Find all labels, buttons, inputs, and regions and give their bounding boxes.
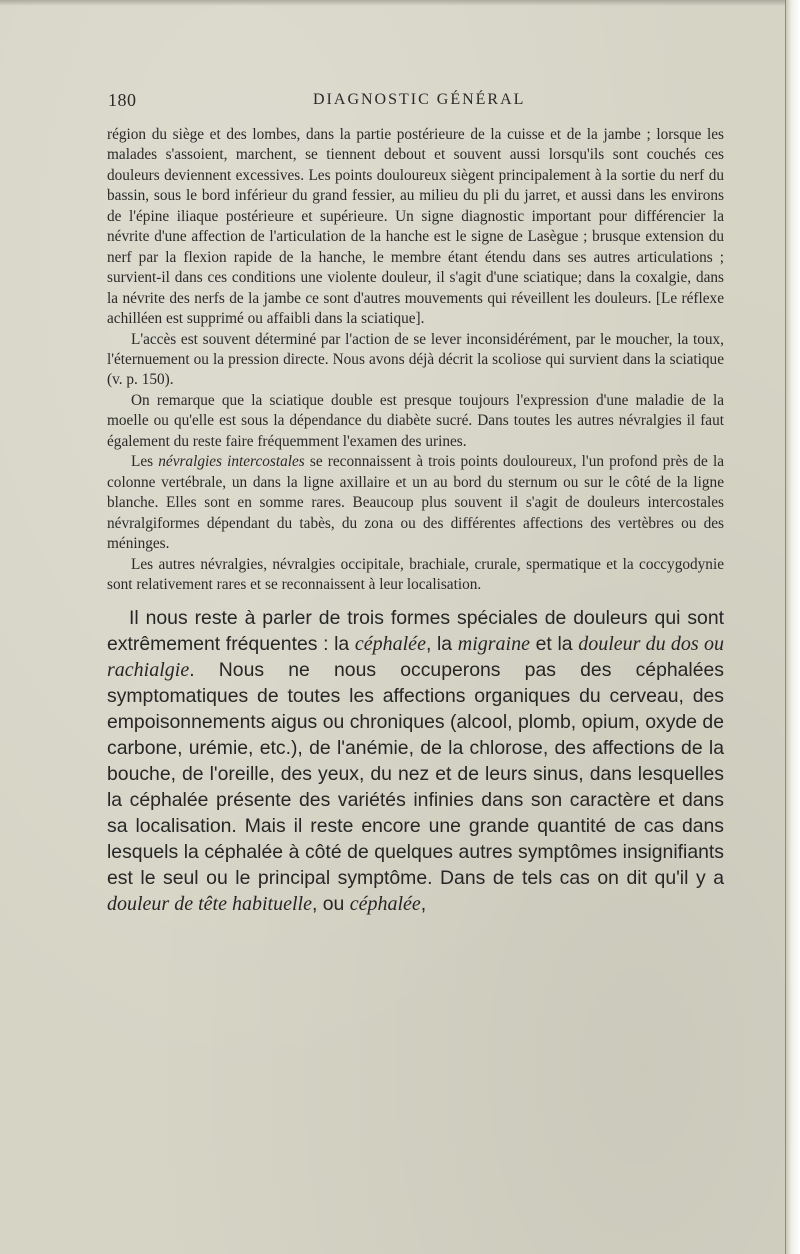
running-title: DIAGNOSTIC GÉNÉRAL bbox=[313, 91, 526, 108]
page-edge bbox=[785, 0, 800, 1254]
paragraph-acces: L'accès est souvent déterminé par l'action de se lever inconsidérément, par le moucher, la toux, l'éternuement ou la pression directe. Nous avons déjà décrit la scoliose qui survient dans la sciatique (v. p. 150). bbox=[107, 330, 724, 389]
top-shadow bbox=[0, 0, 786, 6]
body-text bbox=[107, 125, 724, 917]
page-number: 180 bbox=[108, 90, 137, 110]
emphasis-cephalee-2: céphalée bbox=[349, 893, 421, 916]
emphasis-cephalee: céphalée bbox=[354, 633, 426, 656]
paragraph-autres-nevralgies: Les autres névralgies, névralgies occipitale, brachiale, crurale, spermatique et la coccygodynie sont relativement rares et se reconnaissent à leur localisation. bbox=[107, 555, 724, 593]
page-header bbox=[108, 90, 728, 114]
paragraph-nevralgies-intercostales: Les névralgies intercostales se reconnaissent à trois points douloureux, l'un profond près de la colonne vertébrale, un dans la ligne axillaire et un au bord du sternum ou sur le côté de la ligne blanche. Elles sont en somme rares. Beaucoup plus souvent il s'agit de douleurs intercostales névralgiformes dépendant du tabès, du zona ou des différentes affections des vertèbres ou des méninges. bbox=[107, 453, 724, 553]
emphasis-douleur-de-tete: douleur de tête habituelle bbox=[107, 893, 312, 916]
paragraph-sciatique-continued: région du siège et des lombes, dans la partie postérieure de la cuisse et de la jambe ; lorsque les malades s'assoient, marchent, se tiennent debout et souvent aussi lorsqu'ils sont couchés ces douleurs deviennent excessives. Les points douloureux siègent principalement à la sortie du nerf du bassin, sous le bord inférieur du grand fessier, au milieu du pli du jarret, et aussi dans les environs de l'épine iliaque postérieure et supérieure. Un signe diagnostic important pour différencier la névrite d'une affection de l'articulation de la hanche est le signe de Lasègue ; brusque extension du nerf par la flexion rapide de la hanche, le membre étant étendu dans ses autres articulations ; survient-il dans ces conditions une violente douleur, il s'agit d'une sciatique; dans la coxalgie, dans la névrite des nerfs de la jambe ce sont d'autres mouvements qui réveillent les douleurs. [Le réflexe achilléen est supprimé ou affaibli dans la sciatique]. bbox=[107, 126, 724, 328]
paragraph-sciatique-double: On remarque que la sciatique double est presque toujours l'expression d'une maladie de la moelle ou qu'elle est sous la dépendance du diabète sucré. Dans toutes les autres névralgies il faut également du reste faire fréquemment l'examen des urines. bbox=[107, 391, 724, 450]
emphasis-nevralgies-intercostales: névralgies intercostales bbox=[158, 453, 305, 471]
emphasis-rachialgie: douleur du dos ou rachialgie bbox=[107, 633, 724, 682]
emphasis-migraine: migraine bbox=[457, 633, 530, 656]
paragraph-cephalee: Il nous reste à parler de trois formes spéciales de douleurs qui sont extrêmement fréquentes : la céphalée, la migraine et la douleur du dos ou rachialgie. Nous ne nous occuperons pas des céphalées symptomatiques de toutes les affections organiques du cerveau, des empoisonnements aigus ou chroniques (alcool, plomb, opium, oxyde de carbone, urémie, etc.), de l'anémie, de la chlorose, des affections de la bouche, de l'oreille, des yeux, du nez et de leurs sinus, dans lesquelles la céphalée présente des variétés infinies dans son caractère et dans sa localisation. Mais il reste encore une grande quantité de cas dans lesquels la céphalée à côté de quelques autres symptômes insignifiants est le seul ou le principal symptôme. Dans de tels cas on dit qu'il y a douleur de tête habituelle, ou céphalée, bbox=[107, 607, 724, 916]
